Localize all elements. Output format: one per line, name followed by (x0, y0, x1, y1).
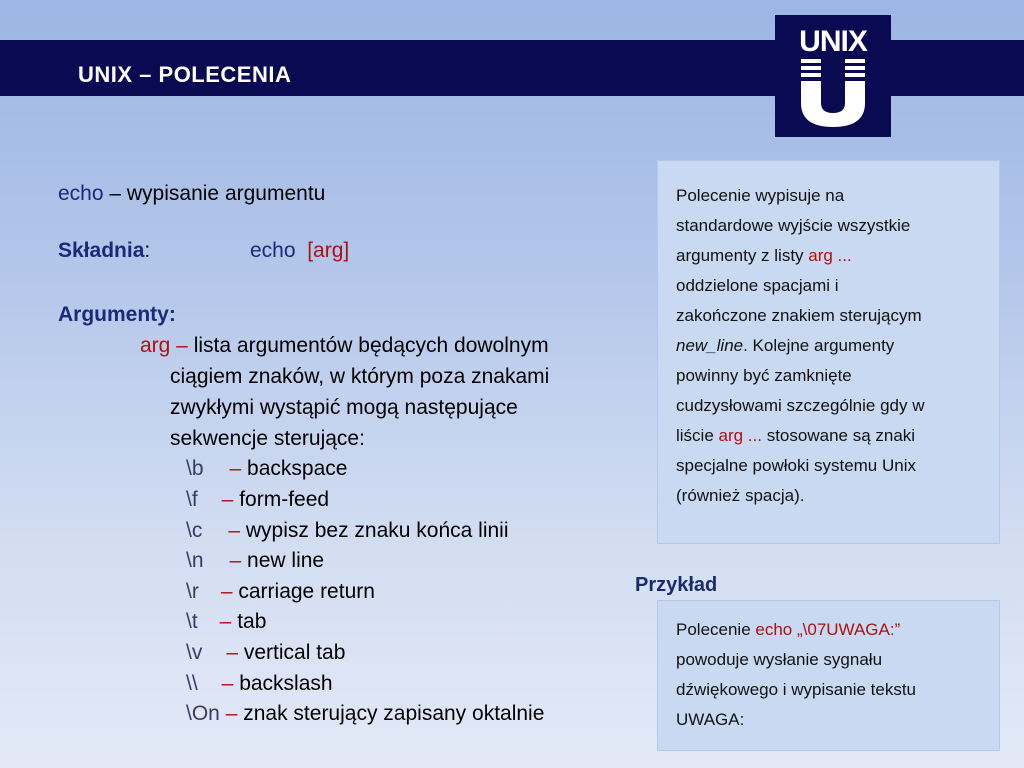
syntax-command: echo (250, 239, 296, 262)
sequence-item: \On – znak sterujący zapisany oktalnie (186, 702, 545, 725)
slide-title: UNIX – POLECENIA (78, 62, 292, 87)
svg-text:UNIX: UNIX (799, 25, 867, 58)
sequence-desc: backspace (247, 457, 348, 480)
syntax-argument: [arg] (307, 239, 350, 262)
syntax-row (58, 239, 150, 263)
description-box: Polecenie wypisuje na standardowe wyjście wszystkie argumenty z listy arg ... oddzielone spacjami i zakończone znakiem sterującym new_line. Kolejne argumenty powinny być zamknięte cudzysłowami szczególnie gdy w liście arg ... stosowane są znaki specjalne powłoki systemu Unix (również spacja). (657, 160, 1000, 544)
sequence-item: \v – vertical tab (186, 641, 346, 664)
command-header (58, 182, 325, 206)
arg-desc-line: ciągiem znaków, w którym poza znakami (170, 365, 550, 388)
arg-desc-line: sekwencje sterujące: (170, 427, 365, 450)
arg-desc-line: lista argumentów będących dowolnym (193, 334, 549, 357)
sequence-code: \f (186, 488, 198, 511)
sequence-item: \b – backspace (186, 457, 348, 480)
unix-logo (775, 15, 891, 137)
arg-desc-line: zwykłymi wystąpić mogą następujące (170, 396, 518, 419)
sequence-code: \r (186, 580, 199, 603)
sequence-code: \v (186, 641, 203, 664)
sequence-code: \On (186, 702, 220, 725)
sequence-code: \t (186, 610, 198, 633)
sequence-code: \c (186, 519, 203, 542)
arguments-label: Argumenty: (58, 303, 176, 326)
sequence-item: \n – new line (186, 549, 325, 572)
example-heading: Przykład (635, 574, 718, 596)
sequence-desc: znak sterujący zapisany oktalnie (243, 702, 545, 725)
sequence-desc: vertical tab (243, 641, 346, 664)
sequence-item: \\ – backslash (186, 672, 333, 695)
sequence-code: \b (186, 457, 204, 480)
syntax-colon: : (144, 239, 151, 262)
sequence-desc: wypisz bez znaku końca linii (245, 519, 509, 542)
command-description: – wypisanie argumentu (103, 182, 326, 205)
sequence-code: \\ (186, 672, 198, 695)
example-box: Polecenie echo „\07UWAGA:” powoduje wysłanie sygnału dźwiękowego i wypisanie tekstu UWAGA: (657, 600, 1000, 751)
arg-name: arg – (140, 334, 188, 357)
sequence-item: \t – tab (186, 610, 267, 633)
sequence-desc: new line (247, 549, 325, 572)
sequence-desc: form-feed (239, 488, 330, 511)
sequence-code: \n (186, 549, 204, 572)
sequence-desc: tab (237, 610, 267, 633)
command-name: echo (58, 182, 104, 205)
sequence-item: \r – carriage return (186, 580, 375, 603)
syntax-label: Składnia (58, 239, 145, 262)
sequence-item: \c – wypisz bez znaku końca linii (186, 519, 509, 542)
syntax-value (250, 239, 349, 263)
sequence-desc: backslash (239, 672, 333, 695)
sequence-item: \f – form-feed (186, 488, 330, 511)
arg-description-first (140, 334, 549, 358)
sequence-desc: carriage return (238, 580, 375, 603)
